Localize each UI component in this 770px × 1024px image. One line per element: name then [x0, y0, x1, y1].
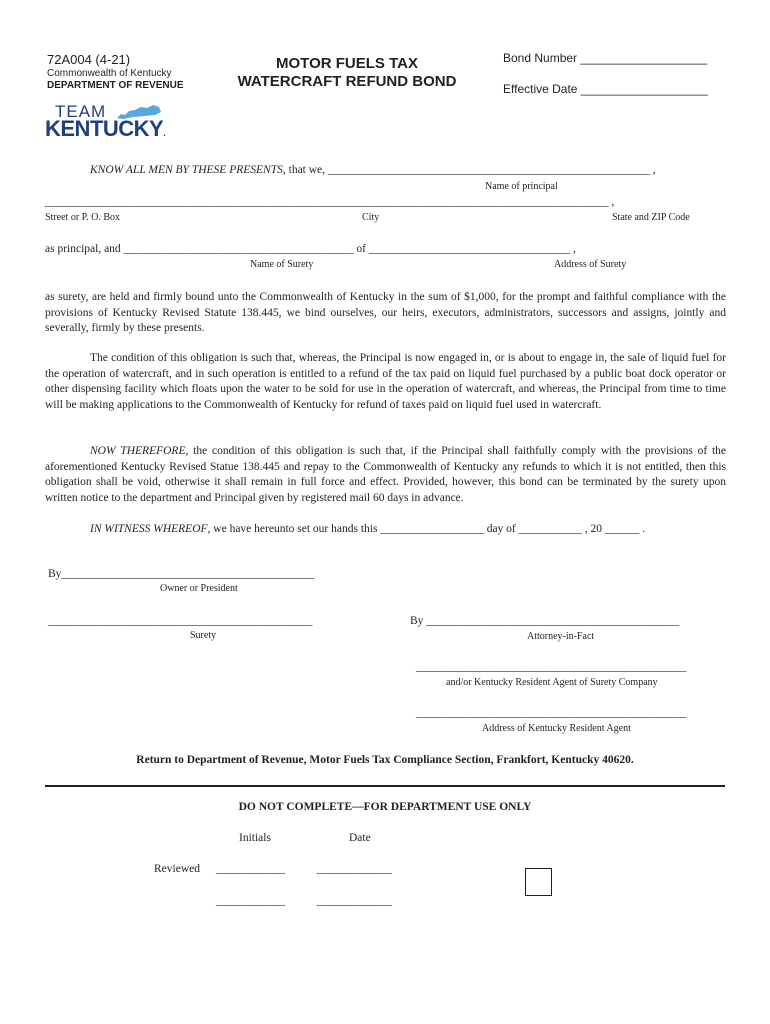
- state-zip-caption: State and ZIP Code: [612, 212, 690, 223]
- attorney-caption: Attorney-in-Fact: [527, 631, 595, 642]
- agent-signature-line[interactable]: _______________________________________________: [416, 661, 687, 673]
- section-divider: [45, 785, 725, 787]
- surety-caption: Surety: [190, 630, 217, 641]
- principal-address-line[interactable]: __________________________________________________________________________________________________ ,: [45, 196, 615, 208]
- commonwealth-label: Commonwealth of Kentucky: [47, 68, 172, 79]
- principal-line[interactable]: [90, 164, 656, 176]
- name-of-principal-caption: Name of principal: [485, 181, 558, 192]
- effective-date-field[interactable]: [503, 82, 708, 96]
- effective-date-blank: ___________________: [580, 82, 708, 96]
- team-kentucky-logo: [45, 102, 166, 141]
- logo-kentucky-text: KENTUCKY.: [45, 116, 166, 141]
- principal-blank: that we, ________________________________________________________ ,: [288, 164, 656, 176]
- department-label: DEPARTMENT OF REVENUE: [47, 80, 184, 91]
- agent-caption: and/or Kentucky Resident Agent of Surety Company: [446, 677, 658, 688]
- form-number: 72A004 (4-21): [47, 52, 131, 67]
- reviewed-initials-blank[interactable]: ____________: [216, 863, 285, 875]
- city-caption: City: [362, 212, 380, 223]
- department-checkbox[interactable]: [525, 868, 552, 896]
- bond-paragraph-1: as surety, are held and firmly bound unto the Commonwealth of Kentucky in the sum of $1,000, for the prompt and faithful compliance with the provisions of Kentucky Revised Statute 138.445, we bind ourselves, our heirs, executors, administrators, successors and assigns, jointly and severally, firmly by these presents.: [45, 291, 726, 334]
- reviewed-date-blank[interactable]: _____________: [317, 863, 392, 875]
- return-instructions: Return to Department of Revenue, Motor Fuels Tax Compliance Section, Frankfort, Kentucky 40620.: [136, 754, 634, 766]
- agent-address-caption: Address of Kentucky Resident Agent: [482, 723, 631, 734]
- name-of-surety-caption: Name of Surety: [250, 259, 314, 270]
- second-initials-blank[interactable]: ____________: [216, 895, 285, 907]
- owner-signature-line[interactable]: By____________________________________________: [48, 568, 315, 580]
- date-label: Date: [349, 832, 371, 844]
- surety-signature-line[interactable]: ______________________________________________: [48, 615, 313, 627]
- effective-date-label: Effective Date: [503, 82, 578, 96]
- witness-line[interactable]: IN WITNESS WHEREOF, we have hereunto set our hands this __________________ day of ___________ , 20 ______ .: [90, 523, 646, 535]
- street-caption: Street or P. O. Box: [45, 212, 120, 223]
- department-use-heading: DO NOT COMPLETE—FOR DEPARTMENT USE ONLY: [238, 801, 532, 813]
- bond-number-label: Bond Number: [503, 51, 578, 65]
- bond-paragraph-3: NOW THEREFORE, the condition of this obligation is such that, if the Principal shall faithfully comply with the provisions of the aforementioned Kentucky Revised Statue 138.445 and repay to the Commonwealth of Kentucky any refunds to which it is not entitled, then this obligation shall be void, otherwise it shall remain in full force and effect. Provided, however, this bond can be terminated by the surety upon written notice to the department and Principal given by registered mail 60 days in advance.: [45, 445, 726, 504]
- bond-paragraph-2: The condition of this obligation is such that, whereas, the Principal is now engaged in, or is about to engage in, the sale of liquid fuel for the operation of watercraft, and in such operation is entitled to a refund of the tax paid on liquid fuel purchased by a public boat dock operator or other dispensing facility which floats upon the water to be sold for use in the operation of watercraft, and whereas, the Principal from time to time will be making applications to the Commonwealth of Kentucky for refund of taxes paid on liquid fuel used in watercraft.: [45, 352, 726, 411]
- know-all-men-text: KNOW ALL MEN BY THESE PRESENTS,: [90, 164, 286, 176]
- logo-team-text: TEAM: [55, 102, 107, 121]
- second-date-blank[interactable]: _____________: [317, 895, 392, 907]
- surety-line[interactable]: as principal, and ________________________________________ of ___________________________________ ,: [45, 243, 576, 255]
- bond-number-blank: ___________________: [580, 51, 708, 65]
- owner-caption: Owner or President: [160, 583, 238, 594]
- agent-address-line[interactable]: _______________________________________________: [416, 707, 687, 719]
- address-of-surety-caption: Address of Surety: [554, 259, 627, 270]
- bond-number-field[interactable]: [503, 51, 707, 65]
- attorney-signature-line[interactable]: By ____________________________________________: [410, 615, 680, 627]
- initials-label: Initials: [239, 832, 271, 844]
- form-title-line2: WATERCRAFT REFUND BOND: [237, 73, 457, 90]
- form-title-line1: MOTOR FUELS TAX: [276, 55, 418, 72]
- reviewed-label: Reviewed: [154, 863, 200, 875]
